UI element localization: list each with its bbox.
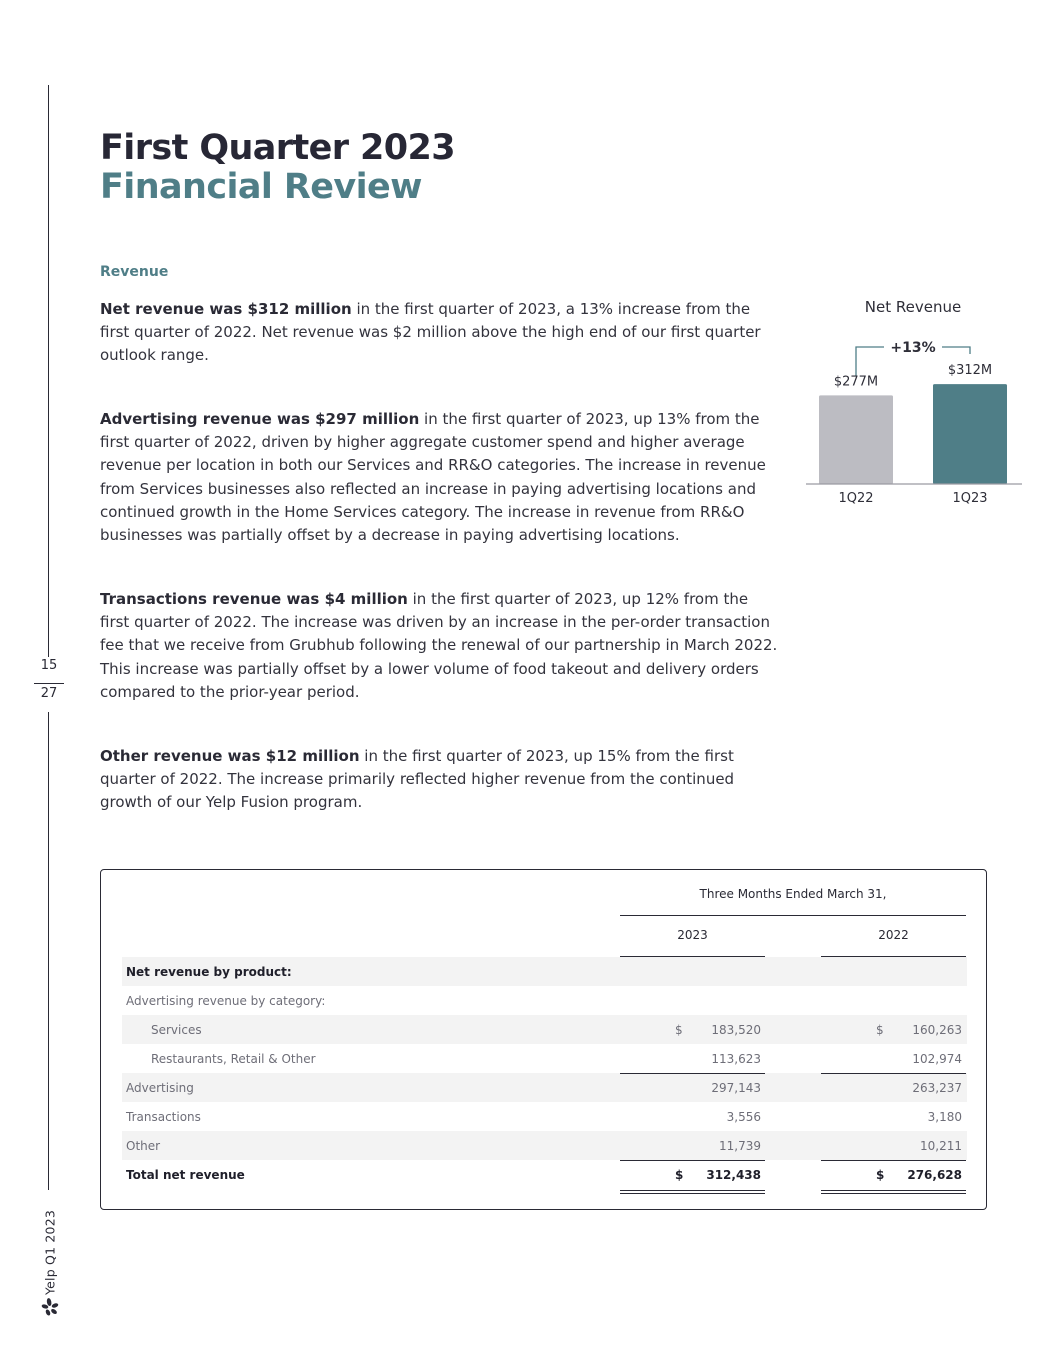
paragraph-body: in the first quarter of 2023, up 13% from the first quarter of 2022, driven by higher aggregate customer spend and higher average revenue per location in both our Services and RR&O categories. The increase in revenue from Services businesses also reflected an increase in paying advertising locations and continued growth in the Home Services category. The increase in revenue from RR&O businesses was partially offset by a decrease in paying advertising locations. bbox=[100, 410, 766, 545]
total-rule bbox=[821, 1160, 966, 1161]
subtotal-rule bbox=[821, 1073, 966, 1074]
table-row bbox=[122, 1160, 967, 1189]
currency-symbol: $ bbox=[876, 1168, 885, 1182]
row-label: Transactions bbox=[126, 1110, 201, 1124]
change-label: +13% bbox=[890, 340, 936, 356]
row-label: Restaurants, Retail & Other bbox=[151, 1052, 316, 1066]
cell-2022: 10,211 bbox=[920, 1139, 962, 1153]
paragraph-other-revenue bbox=[100, 745, 780, 815]
page-title-line1: First Quarter 2023 bbox=[100, 128, 455, 168]
brand-label: Yelp Q1 2023 bbox=[42, 1209, 58, 1296]
currency-symbol: $ bbox=[675, 1023, 683, 1037]
column-header-2023: 2023 bbox=[677, 928, 708, 942]
cell-2022: 102,974 bbox=[912, 1052, 962, 1066]
double-rule bbox=[821, 1193, 966, 1194]
paragraph-transactions-revenue bbox=[100, 588, 780, 704]
sidebar-rule-top bbox=[48, 85, 49, 657]
row-label: Services bbox=[151, 1023, 202, 1037]
row-label: Advertising revenue by category: bbox=[126, 994, 326, 1008]
paragraph-body: in the first quarter of 2023, a 13% increase from the first quarter of 2022. Net revenue was $2 million above the high end of our first quarter outlook range. bbox=[100, 300, 761, 365]
data-label-1q22: $277M bbox=[833, 374, 879, 390]
tick-label-1q22: 1Q22 bbox=[838, 491, 874, 506]
table-row bbox=[122, 1131, 967, 1160]
row-label: Total net revenue bbox=[126, 1168, 245, 1182]
row-label: Advertising bbox=[126, 1081, 194, 1095]
bar-1q22 bbox=[819, 395, 893, 484]
cell-2023: 312,438 bbox=[706, 1168, 761, 1182]
double-rule bbox=[821, 1190, 966, 1191]
table-row bbox=[122, 1015, 967, 1044]
table-row bbox=[122, 957, 967, 986]
cell-2023: 297,143 bbox=[711, 1081, 761, 1095]
sidebar-rule-bottom bbox=[48, 712, 49, 1190]
cell-2022: 3,180 bbox=[927, 1110, 962, 1124]
paragraph-advertising-revenue bbox=[100, 408, 780, 547]
paragraph-lead: Advertising revenue was $297 million bbox=[100, 410, 420, 428]
table-row bbox=[122, 1044, 967, 1073]
paragraph-body: in the first quarter of 2023, up 15% from the first quarter of 2022. The increase primarily reflected higher revenue from the continued growth of our Yelp Fusion program. bbox=[100, 747, 735, 812]
table-row bbox=[122, 1102, 967, 1131]
currency-symbol: $ bbox=[675, 1168, 684, 1182]
tick-label-1q23: 1Q23 bbox=[952, 491, 988, 506]
brand-block bbox=[20, 1200, 80, 1320]
page-number-current: 15 bbox=[40, 658, 58, 673]
table-header-rule bbox=[620, 915, 966, 916]
cell-2022: 160,263 bbox=[912, 1023, 962, 1037]
bar-1q23 bbox=[933, 384, 1007, 484]
total-rule bbox=[620, 1160, 765, 1161]
subtotal-rule bbox=[620, 1073, 765, 1074]
double-rule bbox=[620, 1193, 765, 1194]
cell-2022: 263,237 bbox=[912, 1081, 962, 1095]
row-label: Net revenue by product: bbox=[126, 965, 292, 979]
table-row bbox=[122, 986, 967, 1015]
page-title-line2: Financial Review bbox=[100, 167, 422, 207]
section-label-revenue: Revenue bbox=[100, 264, 169, 280]
row-label: Other bbox=[126, 1139, 161, 1153]
chart-title: Net Revenue bbox=[864, 298, 962, 316]
paragraph-lead: Transactions revenue was $4 million bbox=[100, 590, 408, 608]
cell-2022: 276,628 bbox=[907, 1168, 962, 1182]
cell-2023: 113,623 bbox=[711, 1052, 761, 1066]
page-number-divider bbox=[34, 683, 64, 684]
paragraph-body: in the first quarter of 2023, up 12% from the first quarter of 2022. The increase was driven by an increase in the per-order transaction fee that we receive from Grubhub following the renewal of our partnership in March 2022. This increase was partially offset by a lower volume of food takeout and delivery orders compared to the prior-year period. bbox=[100, 590, 778, 701]
paragraph-net-revenue bbox=[100, 298, 780, 368]
net-revenue-table bbox=[100, 869, 987, 1210]
column-header-2022: 2022 bbox=[878, 928, 909, 942]
cell-2023: 3,556 bbox=[726, 1110, 761, 1124]
currency-symbol: $ bbox=[876, 1023, 884, 1037]
yelp-burst-icon bbox=[40, 1297, 60, 1317]
table-period-header: Three Months Ended March 31, bbox=[699, 887, 887, 901]
data-label-1q23: $312M bbox=[947, 363, 993, 379]
net-revenue-chart bbox=[800, 290, 1030, 520]
cell-2023: 183,520 bbox=[711, 1023, 761, 1037]
cell-2023: 11,739 bbox=[719, 1139, 761, 1153]
paragraph-lead: Net revenue was $312 million bbox=[100, 300, 352, 318]
double-rule bbox=[620, 1190, 765, 1191]
page-number-total: 27 bbox=[40, 686, 58, 701]
paragraph-lead: Other revenue was $12 million bbox=[100, 747, 360, 765]
table-row bbox=[122, 1073, 967, 1102]
